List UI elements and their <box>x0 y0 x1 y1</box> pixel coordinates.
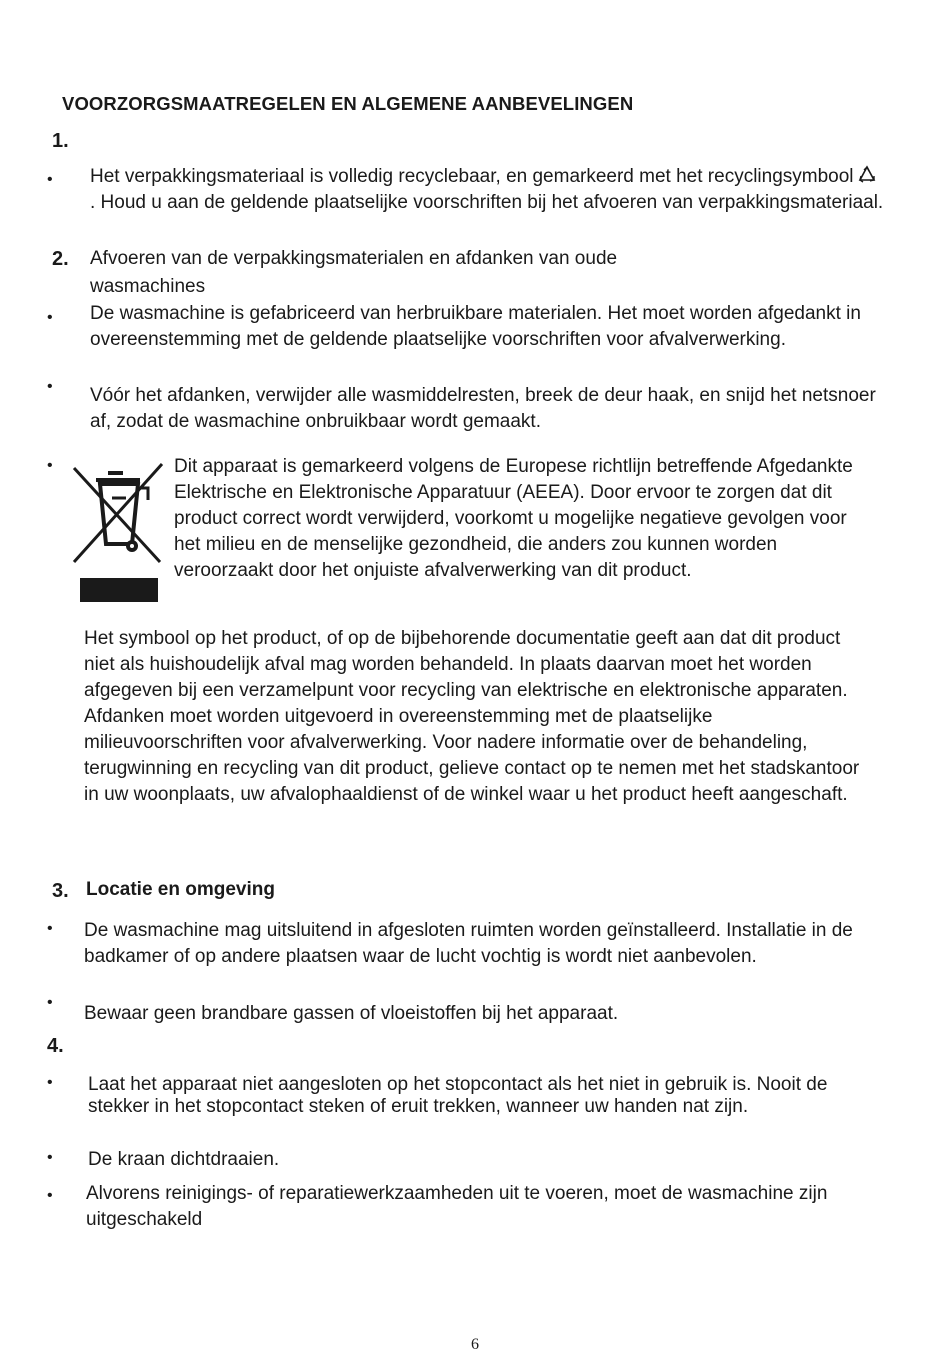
bullet-marker: • <box>47 378 53 395</box>
section-2-number: 2. <box>52 248 69 270</box>
section-1-number: 1. <box>52 130 69 152</box>
page-title: VOORZORGSMAATREGELEN EN ALGEMENE AANBEVELINGEN <box>62 93 634 114</box>
bullet-marker: • <box>47 457 53 474</box>
section-3-bullet-1: De wasmachine mag uitsluitend in afgesloten ruimten worden geïnstalleerd. Installatie in de badkamer of op andere plaatsen waar de lucht vochtig is wordt niet aanbevolen. <box>84 920 853 967</box>
bullet-marker: • <box>47 1187 53 1204</box>
bullet-marker: • <box>47 309 53 326</box>
section-3-heading: Locatie en omgeving <box>86 879 275 900</box>
section-2-bullet-2: Vóór het afdanken, verwijder alle wasmiddelresten, breek de deur haak, en snijd het netsnoer af, zodat de wasmachine onbruikbaar wordt gemaakt. <box>90 385 876 432</box>
page-number: 6 <box>471 1336 479 1353</box>
section-1-text-a: Het verpakkingsmateriaal is volledig recyclebaar, en gemarkeerd met het recyclingsymbool <box>90 166 854 187</box>
section-4-bullet-2: De kraan dichtdraaien. <box>88 1149 280 1170</box>
bullet-marker: • <box>47 1149 53 1166</box>
section-2-heading-line1: Afvoeren van de verpakkingsmaterialen en afdanken van oude <box>90 248 618 269</box>
section-3-bullet-2: Bewaar geen brandbare gassen of vloeistoffen bij het apparaat. <box>84 1003 619 1024</box>
bullet-marker: • <box>47 171 53 188</box>
section-4-bullet-3: Alvorens reinigings- of reparatiewerkzaamheden uit te voeren, moet de wasmachine zijn uitgeschakeld <box>86 1183 828 1230</box>
weee-symbol-paragraph: Het symbool op het product, of op de bijbehorende documentatie geeft aan dat dit product niet als huishoudelijk afval mag worden behandeld. In plaats daarvan moet het worden afgegeven bij een verzamelpunt voor recycling van elektrische en elektronische apparaten. Afdanken moet worden uitgevoerd in overeenstemming met de plaatselijke milieuvoorschriften voor afvalverwerking. Voor nadere informatie over de behandeling, terugwinning en recycling van dit product, gelieve contact op te nemen met het stadskantoor in uw woonplaats, uw afvalophaaldienst of de winkel waar u het product heeft aangeschaft. <box>84 628 860 805</box>
section-2-heading-line2: wasmachines <box>90 276 206 297</box>
section-4-number: 4. <box>47 1035 64 1057</box>
weee-bin-icon <box>68 458 168 606</box>
section-1-bullet <box>90 164 890 216</box>
bullet-marker: • <box>47 920 53 937</box>
bullet-marker: • <box>47 994 53 1011</box>
section-1-text-b: . Houd u aan de geldende plaatselijke voorschriften bij het afvoeren van verpakkingsmateriaal. <box>90 192 884 213</box>
bullet-marker: • <box>47 1074 53 1091</box>
section-2-bullet-1: De wasmachine is gefabriceerd van herbruikbare materialen. Het moet worden afgedankt in overeenstemming met de geldende plaatselijke voorschriften voor afvalverwerking. <box>90 303 861 350</box>
weee-notice-text: Dit apparaat is gemarkeerd volgens de Europese richtlijn betreffende Afgedankte Elektrische en Elektronische Apparatuur (AEEA). Door ervoor te zorgen dat dit product correct wordt verwijderd, voorkomt u mogelijke negatieve gevolgen voor het milieu en de menselijke gezondheid, die anders zou kunnen worden veroorzaakt door het onjuiste afvalverwerking van dit product. <box>174 456 853 581</box>
section-3-number: 3. <box>52 880 69 902</box>
section-4-bullet-1: Laat het apparaat niet aangesloten op het stopcontact als het niet in gebruik is. Nooit de stekker in het stopcontact steken of eruit trekken, wanneer uw handen nat zijn. <box>88 1074 828 1117</box>
recycling-symbol-icon <box>856 165 878 185</box>
